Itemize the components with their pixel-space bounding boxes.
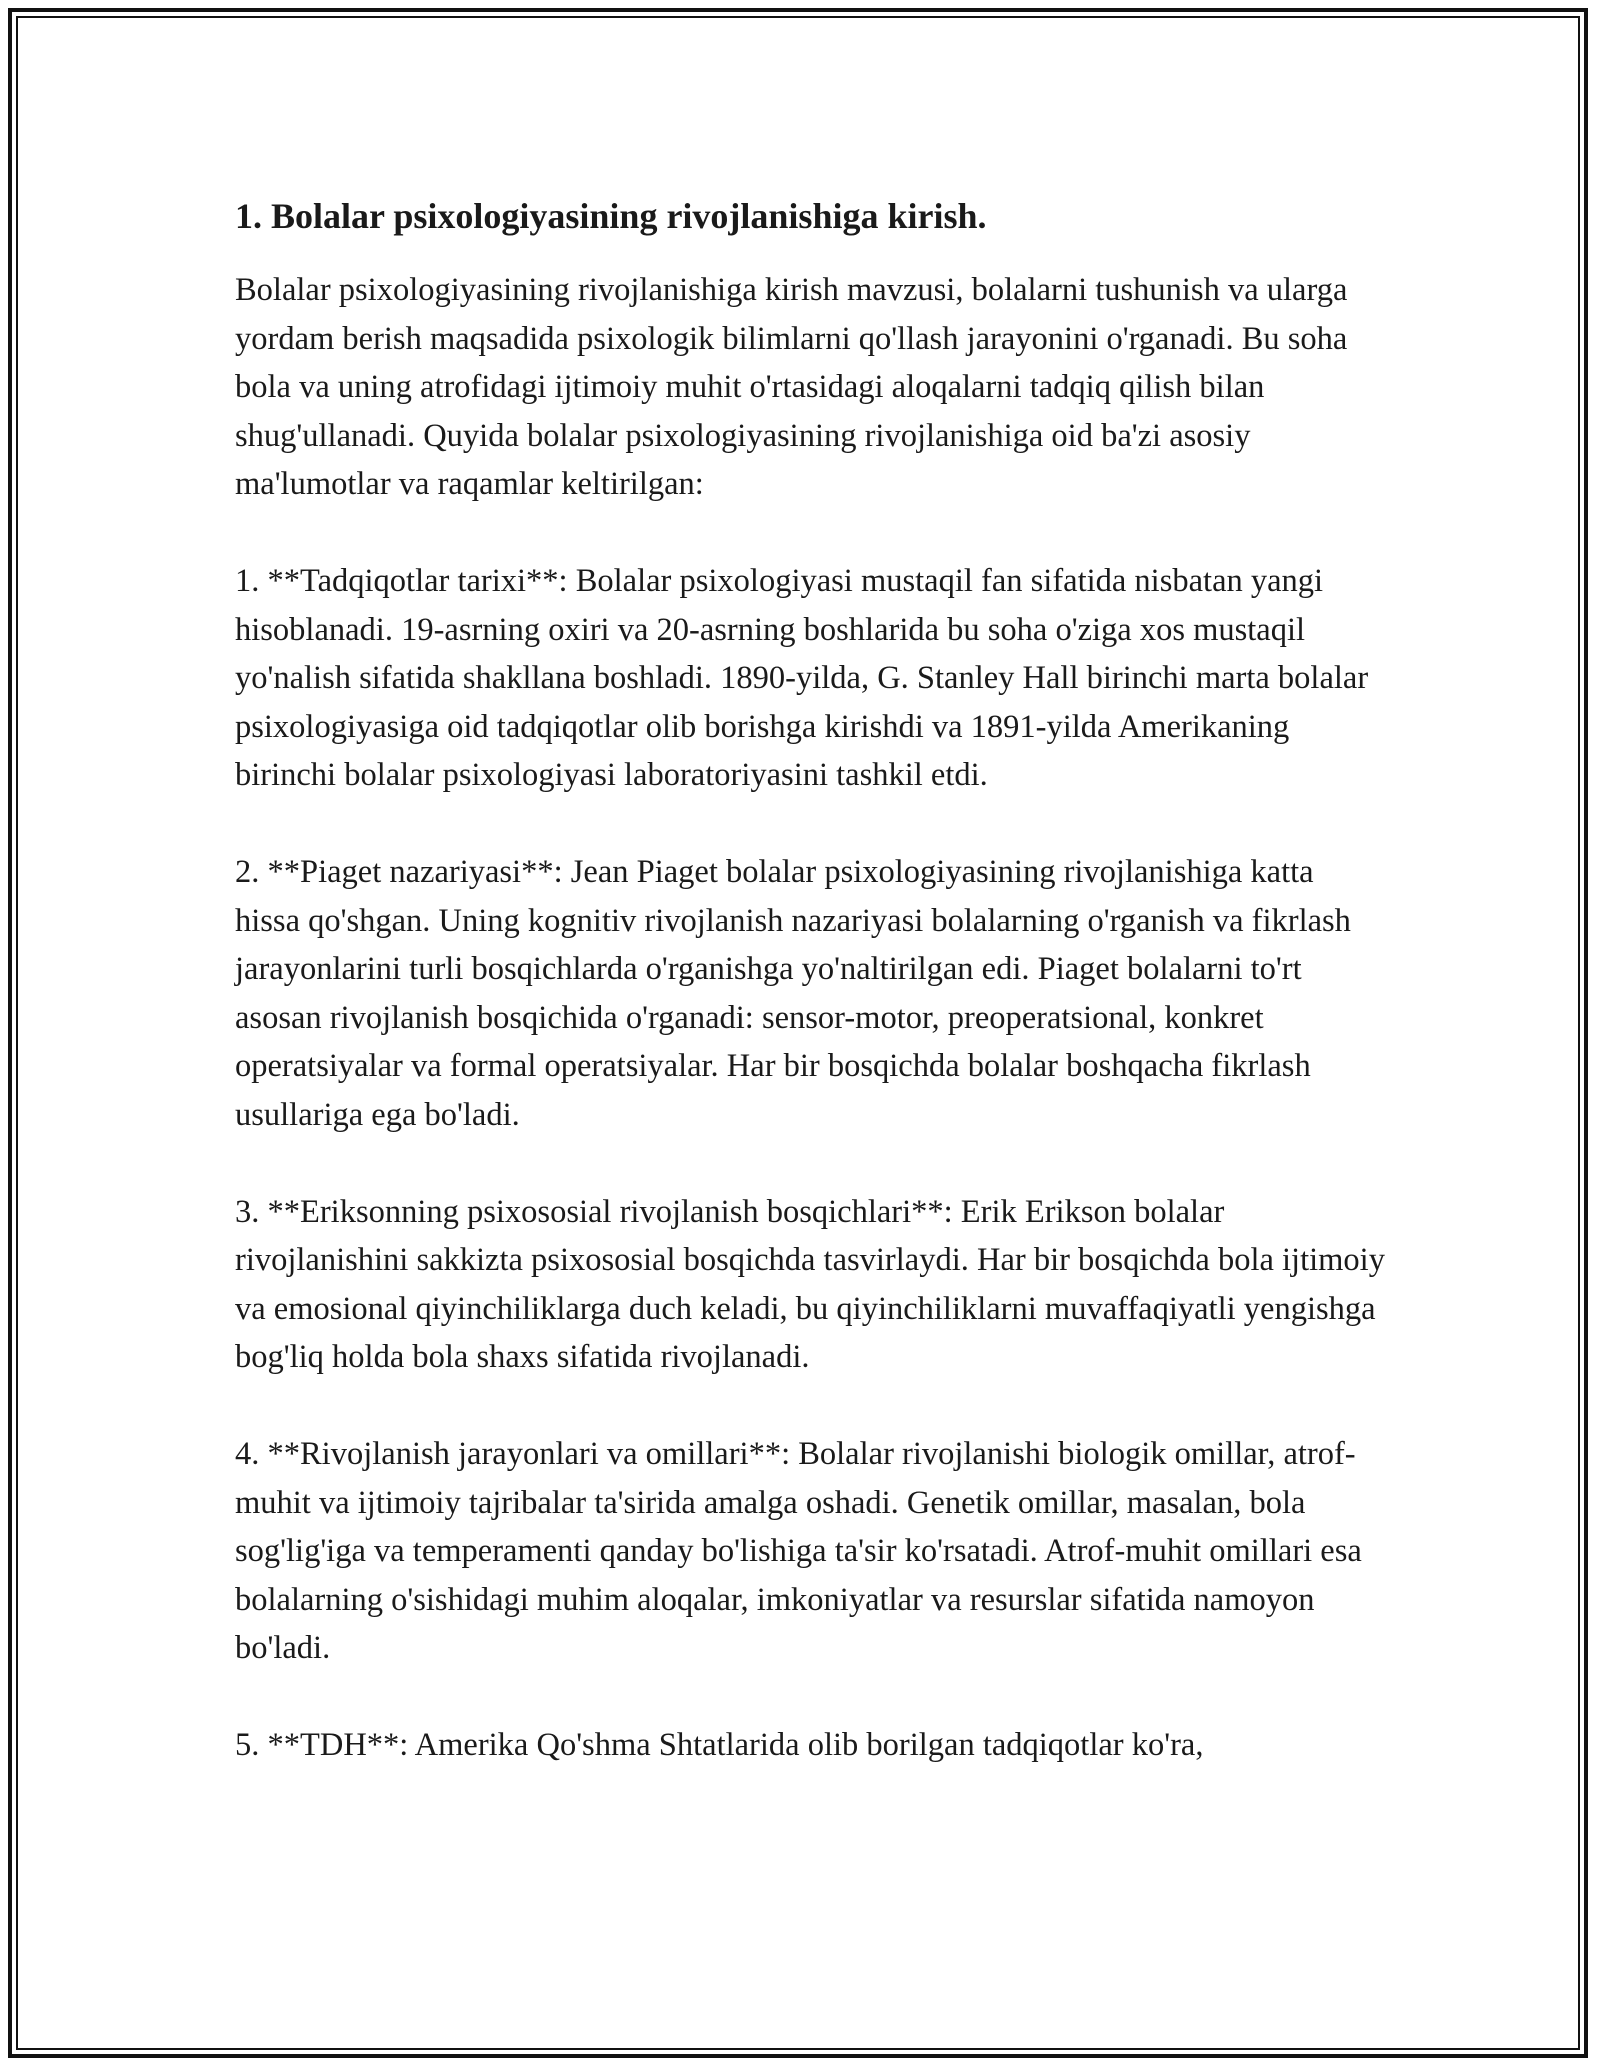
intro-paragraph: Bolalar psixologiyasining rivojlanishiga kirish mavzusi, bolalarni tushunish va ularga yordam berish maqsadida psixologik bilimlarni qo'llash jarayonini o'rganadi. Bu soha bola va uning atrofidagi ijtimoiy muhit o'rtasidagi aloqalarni tadqiq qilish bilan shug'ullanadi. Quyida bolalar psixologiyasining rivojlanishiga oid ba'zi asosiy ma'lumotlar va raqamlar keltirilgan: xyxy=(235,272,1348,502)
paragraph-piaget-nazariyasi: 2. **Piaget nazariyasi**: Jean Piaget bolalar psixologiyasining rivojlanishiga katta hissa qo'shgan. Uning kognitiv rivojlanish nazariyasi bolalarning o'rganish va fikrlash jarayonlarini turli bosqichlarda o'rganishga yo'naltirilgan edi. Piaget bolalarni to'rt asosan rivojlanish bosqichida o'rganadi: sensor-motor, preoperatsional, konkret operatsiyalar va formal operatsiyalar. Har bir bosqichda bolalar boshqacha fikrlash usullariga ega bo'ladi. xyxy=(235,854,1351,1133)
paragraph-rivojlanish-omillari: 4. **Rivojlanish jarayonlari va omillari**: Bolalar rivojlanishi biologik omillar, atrof-muhit va ijtimoiy tajribalar ta'sirida amalga oshadi. Genetik omillar, masalan, bola sog'lig'iga va temperamenti qanday bo'lishiga ta'sir ko'rsatadi. Atrof-muhit omillari esa bolalarning o'sishidagi muhim aloqalar, imkoniyatlar va resurslar sifatida namoyon bo'ladi. xyxy=(235,1436,1362,1666)
page-title: 1. Bolalar psixologiyasining rivojlanishiga kirish. xyxy=(235,196,987,236)
paragraph-tadqiqotlar-tarixi: 1. **Tadqiqotlar tarixi**: Bolalar psixologiyasi mustaqil fan sifatida nisbatan yangi hisoblanadi. 19-asrning oxiri va 20-asrning boshlarida bu soha o'ziga xos mustaqil yo'nalish sifatida shakllana boshladi. 1890-yilda, G. Stanley Hall birinchi marta bolalar psixologiyasiga oid tadqiqotlar olib borishga kirishdi va 1891-yilda Amerikaning birinchi bolalar psixologiyasi laboratoriyasini tashkil etdi. xyxy=(235,563,1369,793)
paragraph-erikson-bosqichlari: 3. **Eriksonning psixososial rivojlanish bosqichlari**: Erik Erikson bolalar rivojlanishini sakkizta psixososial bosqichda tasvirlaydi. Har bir bosqichda bola ijtimoiy va emosional qiyinchiliklarga duch keladi, bu qiyinchiliklarni muvaffaqiyatli yengishga bog'liq holda bola shaxs sifatida rivojlanadi. xyxy=(235,1193,1385,1375)
document-body xyxy=(235,188,1385,1770)
paragraph-tdh: 5. **TDH**: Amerika Qo'shma Shtatlarida olib borilgan tadqiqotlar ko'ra, xyxy=(235,1727,1204,1763)
